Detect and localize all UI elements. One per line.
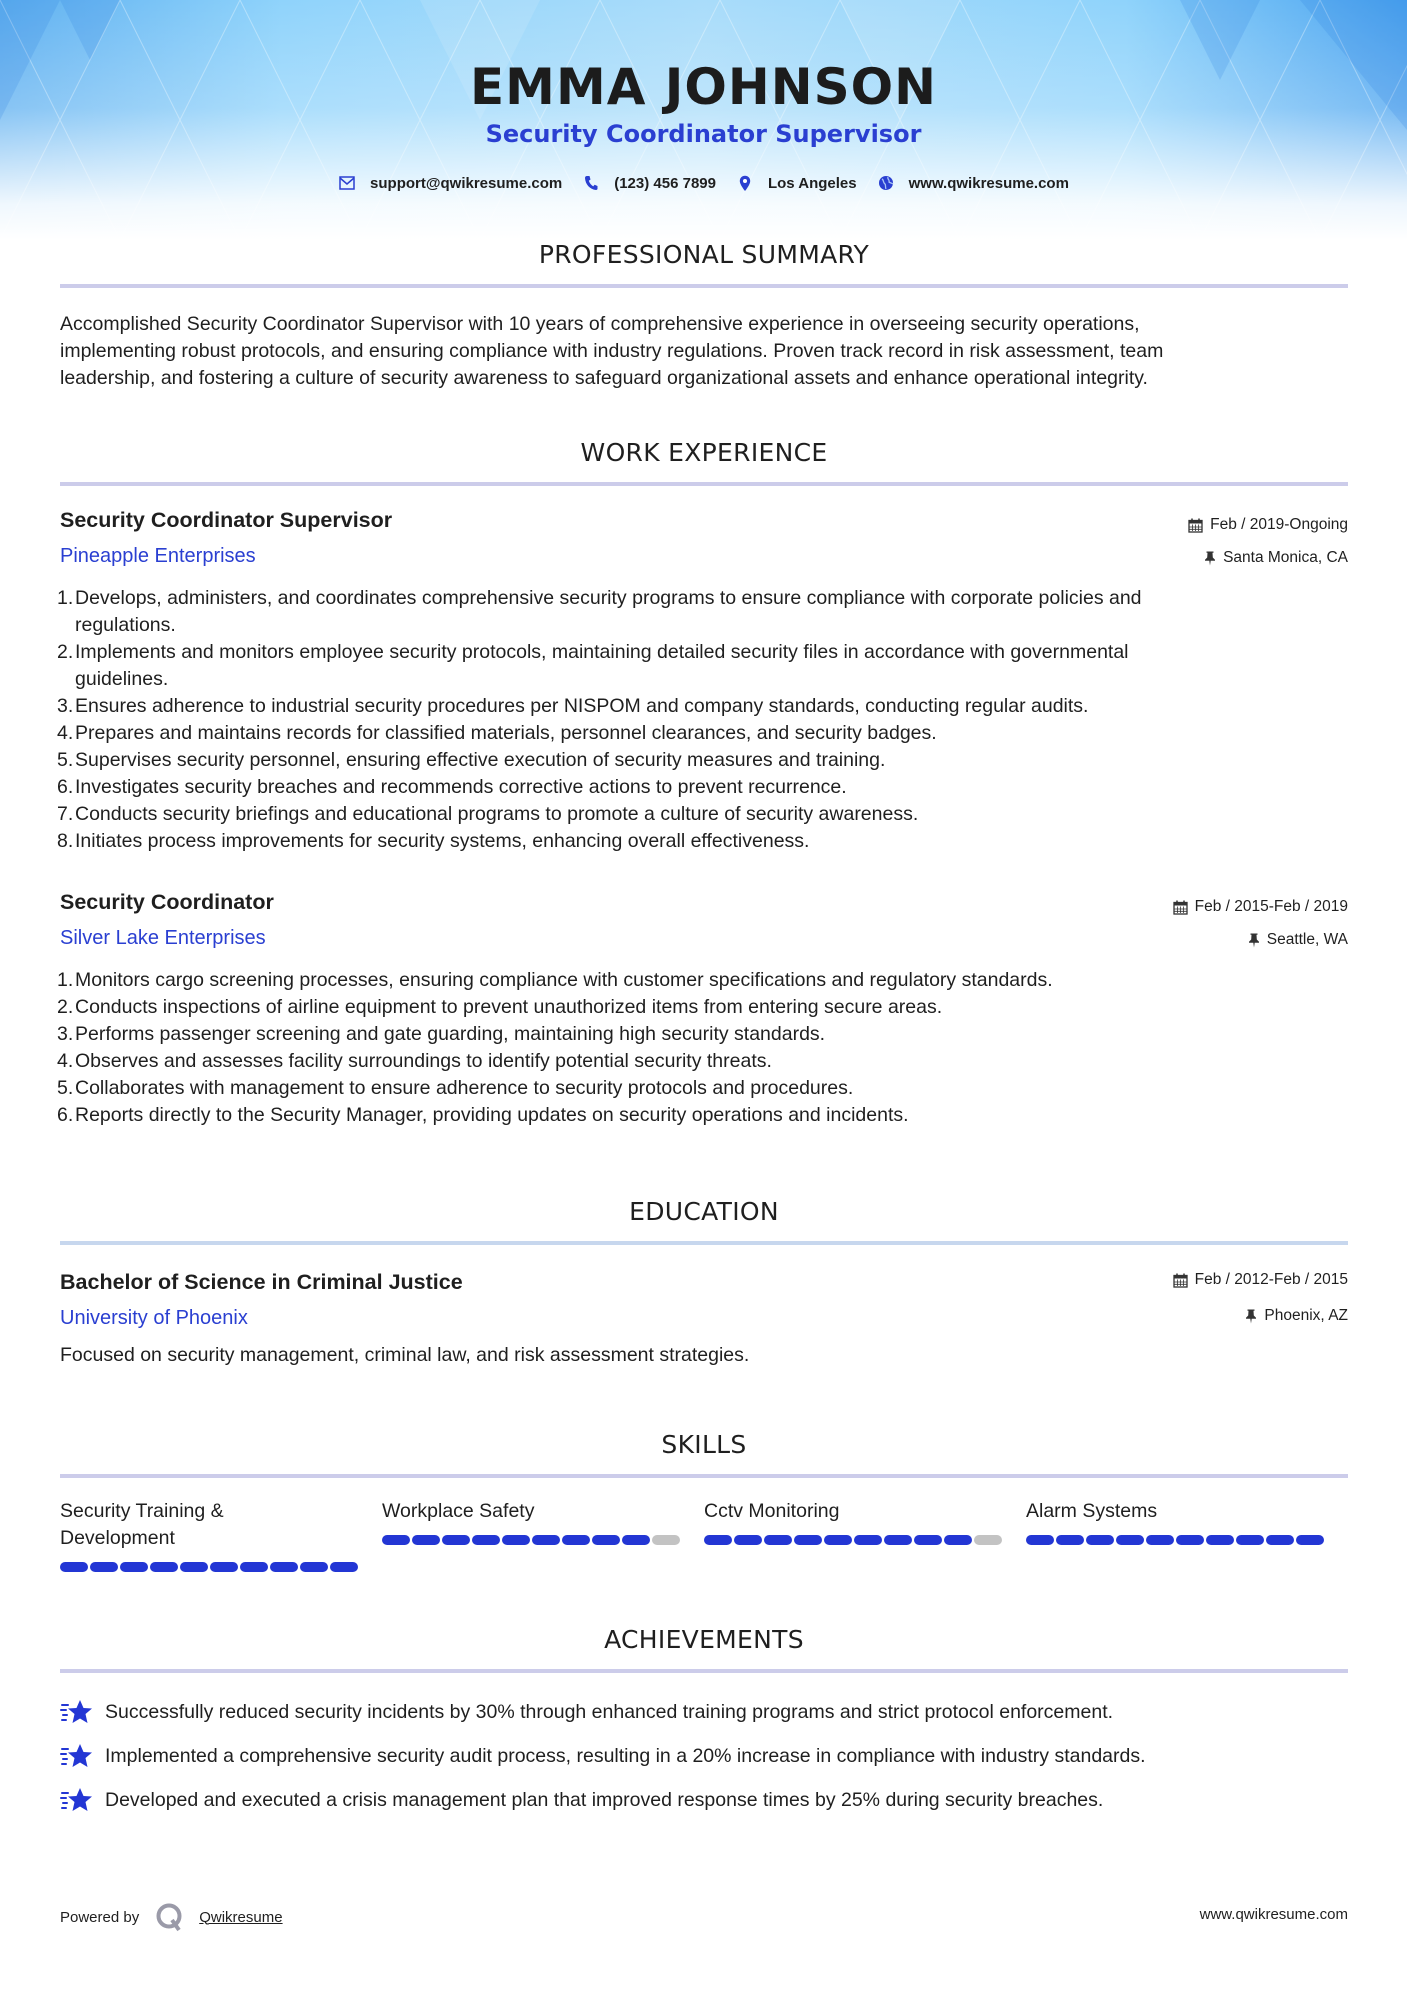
- achievement-item: [60, 1786, 1350, 1814]
- school-name: University of Phoenix: [60, 1307, 248, 1329]
- pushpin-icon: [1204, 551, 1216, 566]
- contact-website-text: www.qwikresume.com: [908, 174, 1069, 192]
- map-marker-icon: [736, 174, 754, 192]
- duty-item: [57, 828, 1350, 855]
- skill-name: Alarm Systems: [1026, 1500, 1158, 1522]
- skill-level-bar: [382, 1535, 704, 1545]
- duty-text: Collaborates with management to ensure adherence to security protocols and procedures.: [75, 1077, 854, 1099]
- duty-text: Monitors cargo screening processes, ensuring compliance with customer specifications and regulatory standards.: [75, 969, 1053, 991]
- duty-number: 5.: [57, 749, 74, 771]
- skill-name: Security Training & Development: [60, 1500, 224, 1549]
- skill-segment-filled: [412, 1535, 440, 1545]
- skill-segment-filled: [914, 1535, 942, 1545]
- calendar-icon: [1173, 1273, 1188, 1288]
- skill-segment-filled: [90, 1562, 118, 1572]
- skill-name: Cctv Monitoring: [704, 1500, 840, 1522]
- duty-item: [57, 1021, 1350, 1048]
- job-dates-text: Feb / 2015-Feb / 2019: [1194, 898, 1348, 915]
- duty-line: Develops, administers, and coordinates comprehensive security programs to ensure compliance with corporate policies and: [75, 587, 1142, 609]
- duty-item: [57, 693, 1350, 720]
- skill-segment-filled: [300, 1562, 328, 1572]
- duty-text: Investigates security breaches and recommends corrective actions to prevent recurrence.: [75, 776, 847, 798]
- skill-segment-filled: [1176, 1535, 1204, 1545]
- duty-number: 6.: [57, 1104, 74, 1126]
- job-location-text: Santa Monica, CA: [1223, 549, 1348, 566]
- duty-text: Conducts security briefings and educational programs to promote a culture of security awareness.: [75, 803, 919, 825]
- contact-website[interactable]: [877, 174, 1069, 192]
- achievement-item: [60, 1698, 1350, 1726]
- duty-item: [57, 801, 1350, 828]
- pushpin-icon: [1248, 933, 1260, 948]
- skill-segment-filled: [884, 1535, 912, 1545]
- skill-segment-filled: [240, 1562, 268, 1572]
- skill-segment-filled: [532, 1535, 560, 1545]
- job-location: [1248, 931, 1348, 949]
- duty-number: 2.: [57, 641, 74, 663]
- skill-segment-filled: [944, 1535, 972, 1545]
- duty-item: [57, 1048, 1350, 1075]
- education-description: Focused on security management, criminal law, and risk assessment strategies.: [60, 1344, 750, 1366]
- achievement-text: Developed and executed a crisis management plan that improved response times by 25% during security breaches.: [105, 1788, 1104, 1811]
- skill-segment-filled: [180, 1562, 208, 1572]
- duty-line: Implements and monitors employee security protocols, maintaining detailed security files in accordance with governmental: [75, 641, 1129, 663]
- skill-segment-filled: [764, 1535, 792, 1545]
- skill-segment-filled: [1146, 1535, 1174, 1545]
- skill-segment-filled: [330, 1562, 358, 1572]
- resume-header: [0, 0, 1407, 240]
- skill-item: [60, 1498, 382, 1572]
- skill-segment-filled: [1116, 1535, 1144, 1545]
- summary-text: [60, 311, 1350, 392]
- achievement-text: Successfully reduced security incidents by 30% through enhanced training programs and strict protocol enforcement.: [105, 1700, 1114, 1723]
- contact-phone[interactable]: [582, 174, 716, 192]
- job-title: Security Coordinator: [60, 890, 274, 914]
- duty-number: 7.: [57, 803, 74, 825]
- skill-segment-empty: [652, 1535, 680, 1545]
- skill-segment-filled: [734, 1535, 762, 1545]
- company-name: Pineapple Enterprises: [60, 545, 256, 567]
- skill-segment-filled: [1026, 1535, 1054, 1545]
- contact-email[interactable]: [338, 174, 562, 192]
- duty-text: Initiates process improvements for security systems, enhancing overall effectiveness.: [75, 830, 810, 852]
- skill-segment-filled: [824, 1535, 852, 1545]
- envelope-icon: [338, 174, 356, 192]
- education-dates-text: Feb / 2012-Feb / 2015: [1194, 1271, 1348, 1288]
- duty-number: 4.: [57, 722, 74, 744]
- duty-text: [75, 585, 1142, 639]
- degree-title: Bachelor of Science in Criminal Justice: [60, 1270, 463, 1294]
- star-award-icon: [60, 1698, 94, 1726]
- skill-level-bar: [60, 1562, 382, 1572]
- duty-item: [57, 747, 1350, 774]
- skill-segment-filled: [1086, 1535, 1114, 1545]
- skill-segment-filled: [120, 1562, 148, 1572]
- duty-text: Performs passenger screening and gate guarding, maintaining high security standards.: [75, 1023, 826, 1045]
- skill-segment-filled: [1206, 1535, 1234, 1545]
- duty-text: Ensures adherence to industrial security procedures per NISPOM and company standards, conducting regular audits.: [75, 695, 1089, 717]
- duty-number: 8.: [57, 830, 74, 852]
- skill-item: [704, 1498, 1026, 1572]
- contact-location: [736, 174, 857, 192]
- star-award-icon: [60, 1786, 94, 1814]
- education-dates: [1173, 1271, 1348, 1289]
- skill-segment-filled: [592, 1535, 620, 1545]
- skill-segment-empty: [974, 1535, 1002, 1545]
- duty-text: Observes and assesses facility surroundings to identify potential security threats.: [75, 1050, 772, 1072]
- qwikresume-logo-icon: [155, 1902, 185, 1932]
- calendar-icon: [1188, 518, 1203, 533]
- skill-segment-filled: [1266, 1535, 1294, 1545]
- duty-item: [57, 1102, 1350, 1129]
- duty-line: regulations.: [75, 614, 176, 636]
- summary-line: Accomplished Security Coordinator Supervisor with 10 years of comprehensive experience in overseeing security operations,: [60, 313, 1140, 335]
- job-duties-list: [57, 967, 1350, 1129]
- skill-segment-filled: [382, 1535, 410, 1545]
- duty-text: Reports directly to the Security Manager, providing updates on security operations and incidents.: [75, 1104, 909, 1126]
- duty-number: 3.: [57, 695, 74, 717]
- skill-item: [1026, 1498, 1348, 1572]
- skill-segment-filled: [502, 1535, 530, 1545]
- contact-phone-text: (123) 456 7899: [614, 174, 716, 192]
- job-dates-text: Feb / 2019-Ongoing: [1210, 516, 1348, 533]
- skill-item: [382, 1498, 704, 1572]
- section-divider: [60, 482, 1348, 486]
- skill-level-bar: [704, 1535, 1026, 1545]
- globe-icon: [877, 174, 895, 192]
- skill-segment-filled: [622, 1535, 650, 1545]
- skills-grid: [60, 1498, 1348, 1572]
- skill-segment-filled: [442, 1535, 470, 1545]
- skill-segment-filled: [472, 1535, 500, 1545]
- calendar-icon: [1173, 900, 1188, 915]
- contact-bar: [0, 174, 1407, 192]
- job-location-text: Seattle, WA: [1266, 931, 1348, 948]
- phone-icon: [582, 174, 600, 192]
- contact-email-text: support@qwikresume.com: [370, 174, 563, 192]
- duty-number: 4.: [57, 1050, 74, 1072]
- job-title: Security Coordinator Supervisor: [60, 508, 393, 532]
- skill-segment-filled: [60, 1562, 88, 1572]
- section-title-skills: SKILLS: [661, 1430, 747, 1459]
- job-duties-list: [57, 585, 1350, 855]
- duty-number: 1.: [57, 969, 74, 991]
- job-dates: [1173, 898, 1348, 916]
- skill-name: Workplace Safety: [382, 1500, 535, 1522]
- section-title-education: EDUCATION: [629, 1197, 779, 1226]
- section-title-achievements: ACHIEVEMENTS: [604, 1625, 804, 1654]
- duty-item: [57, 639, 1350, 693]
- section-title-summary: PROFESSIONAL SUMMARY: [538, 240, 870, 269]
- duty-item: [57, 774, 1350, 801]
- skill-segment-filled: [562, 1535, 590, 1545]
- company-name: Silver Lake Enterprises: [60, 927, 266, 949]
- duty-item: [57, 1075, 1350, 1102]
- duty-number: 3.: [57, 1023, 74, 1045]
- duty-item: [57, 720, 1350, 747]
- skill-segment-filled: [854, 1535, 882, 1545]
- skill-segment-filled: [1296, 1535, 1324, 1545]
- powered-by-label: Powered by: [60, 1908, 140, 1926]
- candidate-name: EMMA JOHNSON: [470, 58, 937, 116]
- qwikresume-link[interactable]: Qwikresume: [199, 1908, 283, 1926]
- summary-line: implementing robust protocols, and ensuring compliance with industry regulations. Proven track record in risk assessment, team: [60, 340, 1164, 362]
- duty-number: 1.: [57, 587, 74, 609]
- skill-segment-filled: [1236, 1535, 1264, 1545]
- section-title-experience: WORK EXPERIENCE: [580, 438, 828, 467]
- duty-number: 5.: [57, 1077, 74, 1099]
- duty-number: 2.: [57, 996, 74, 1018]
- duty-text: [75, 639, 1129, 693]
- footer-powered-by: [60, 1902, 283, 1932]
- skill-segment-filled: [1056, 1535, 1084, 1545]
- candidate-role: Security Coordinator Supervisor: [485, 120, 922, 148]
- pushpin-icon: [1245, 1309, 1257, 1324]
- skill-segment-filled: [704, 1535, 732, 1545]
- duty-text: Supervises security personnel, ensuring effective execution of security measures and training.: [75, 749, 886, 771]
- summary-line: leadership, and fostering a culture of security awareness to safeguard organizational assets and enhance operational integrity.: [60, 367, 1148, 389]
- duty-text: Prepares and maintains records for classified materials, personnel clearances, and security badges.: [75, 722, 937, 744]
- duty-number: 6.: [57, 776, 74, 798]
- section-divider: [60, 284, 1348, 288]
- skill-level-bar: [1026, 1535, 1348, 1545]
- job-location: [1204, 549, 1348, 567]
- job-dates: [1188, 516, 1348, 534]
- contact-location-text: Los Angeles: [767, 174, 857, 192]
- duty-text: Conducts inspections of airline equipment to prevent unauthorized items from entering secure areas.: [75, 996, 943, 1018]
- footer-website[interactable]: www.qwikresume.com: [1199, 1906, 1348, 1923]
- education-location-text: Phoenix, AZ: [1264, 1307, 1348, 1324]
- skill-segment-filled: [794, 1535, 822, 1545]
- star-award-icon: [60, 1742, 94, 1770]
- skill-segment-filled: [150, 1562, 178, 1572]
- skill-segment-filled: [210, 1562, 238, 1572]
- education-location: [1245, 1307, 1348, 1325]
- achievement-item: [60, 1742, 1350, 1770]
- section-divider: [60, 1474, 1348, 1478]
- duty-line: guidelines.: [75, 668, 169, 690]
- duty-item: [57, 994, 1350, 1021]
- duty-item: [57, 967, 1350, 994]
- section-divider: [60, 1669, 1348, 1673]
- skill-segment-filled: [270, 1562, 298, 1572]
- section-divider: [60, 1241, 1348, 1245]
- duty-item: [57, 585, 1350, 639]
- achievement-text: Implemented a comprehensive security audit process, resulting in a 20% increase in compliance with industry standards.: [105, 1744, 1146, 1767]
